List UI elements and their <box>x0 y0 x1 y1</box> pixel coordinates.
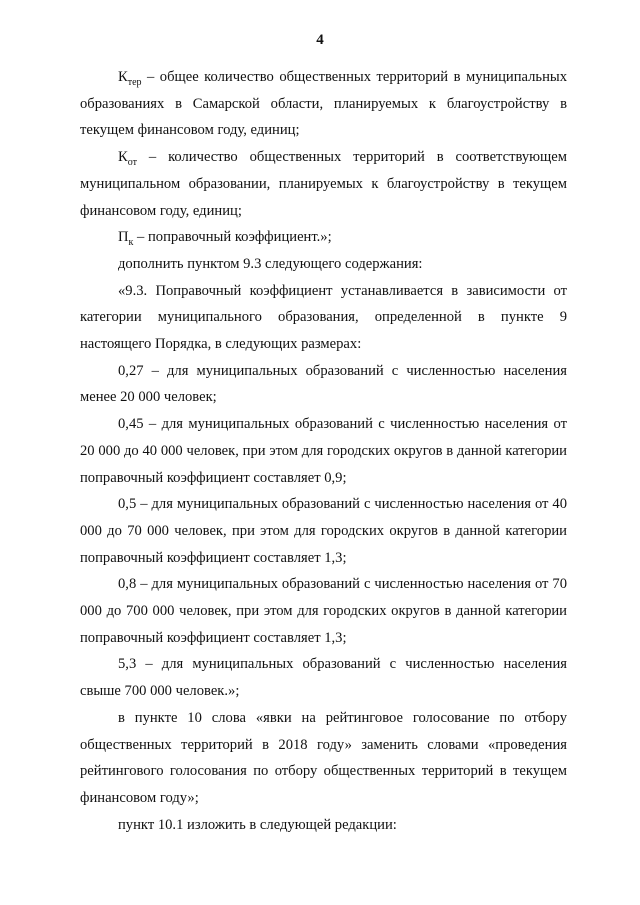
symbol-k: К <box>118 149 128 166</box>
paragraph-k-ot <box>80 144 567 224</box>
document-body <box>80 64 567 838</box>
paragraph: в пункте 10 слова «явки на рейтинговое голосование по отбору общественных территорий в 2018 году» заменить словами «проведения рейтингового голосования по отбору общественных территорий в текущем финансовом году»; <box>80 709 567 806</box>
paragraph: 0,5 – для муниципальных образований с численностью населения от 40 000 до 70 000 человек, при этом для городских округов в данной категории поправочный коэффициент составляет 1,3; <box>80 496 567 566</box>
paragraph: дополнить пунктом 9.3 следующего содержания: <box>118 255 423 272</box>
paragraph-text: – поправочный коэффициент.»; <box>133 229 332 246</box>
paragraph-k-ter <box>80 64 567 144</box>
paragraph: 5,3 – для муниципальных образований с численностью населения свыше 700 000 человек.»; <box>80 656 567 700</box>
symbol-subscript: тер <box>127 76 142 88</box>
symbol-subscript: к <box>128 237 134 249</box>
paragraph: пункт 10.1 изложить в следующей редакции: <box>118 816 397 833</box>
page-number: 4 <box>316 32 324 48</box>
paragraph-text: – количество общественных территорий в соответствующем муниципальном образовании, планируемых к благоустройству в текущем финансовом году, единиц; <box>80 149 567 219</box>
paragraph-p-k <box>80 224 567 251</box>
symbol-p: П <box>118 229 129 246</box>
paragraph: «9.3. Поправочный коэффициент устанавливается в зависимости от категории муниципального образования, определенной в пункте 9 настоящего Порядка, в следующих размерах: <box>80 282 567 353</box>
paragraph: 0,8 – для муниципальных образований с численностью населения от 70 000 до 700 000 человек, при этом для городских округов в данной категории поправочный коэффициент составляет 1,3; <box>80 576 567 646</box>
paragraph: 0,27 – для муниципальных образований с численностью населения менее 20 000 человек; <box>80 362 567 406</box>
symbol-subscript: от <box>127 157 137 169</box>
symbol-k: К <box>118 69 128 85</box>
paragraph: 0,45 – для муниципальных образований с численностью населения от 20 000 до 40 000 человек, при этом для городских округов в данной категории поправочный коэффициент составляет 0,9; <box>80 416 567 486</box>
paragraph-text: – общее количество общественных территорий в муниципальных образованиях в Самарской области, планируемых к благоустройству в текущем финансовом году, единиц; <box>80 69 567 139</box>
